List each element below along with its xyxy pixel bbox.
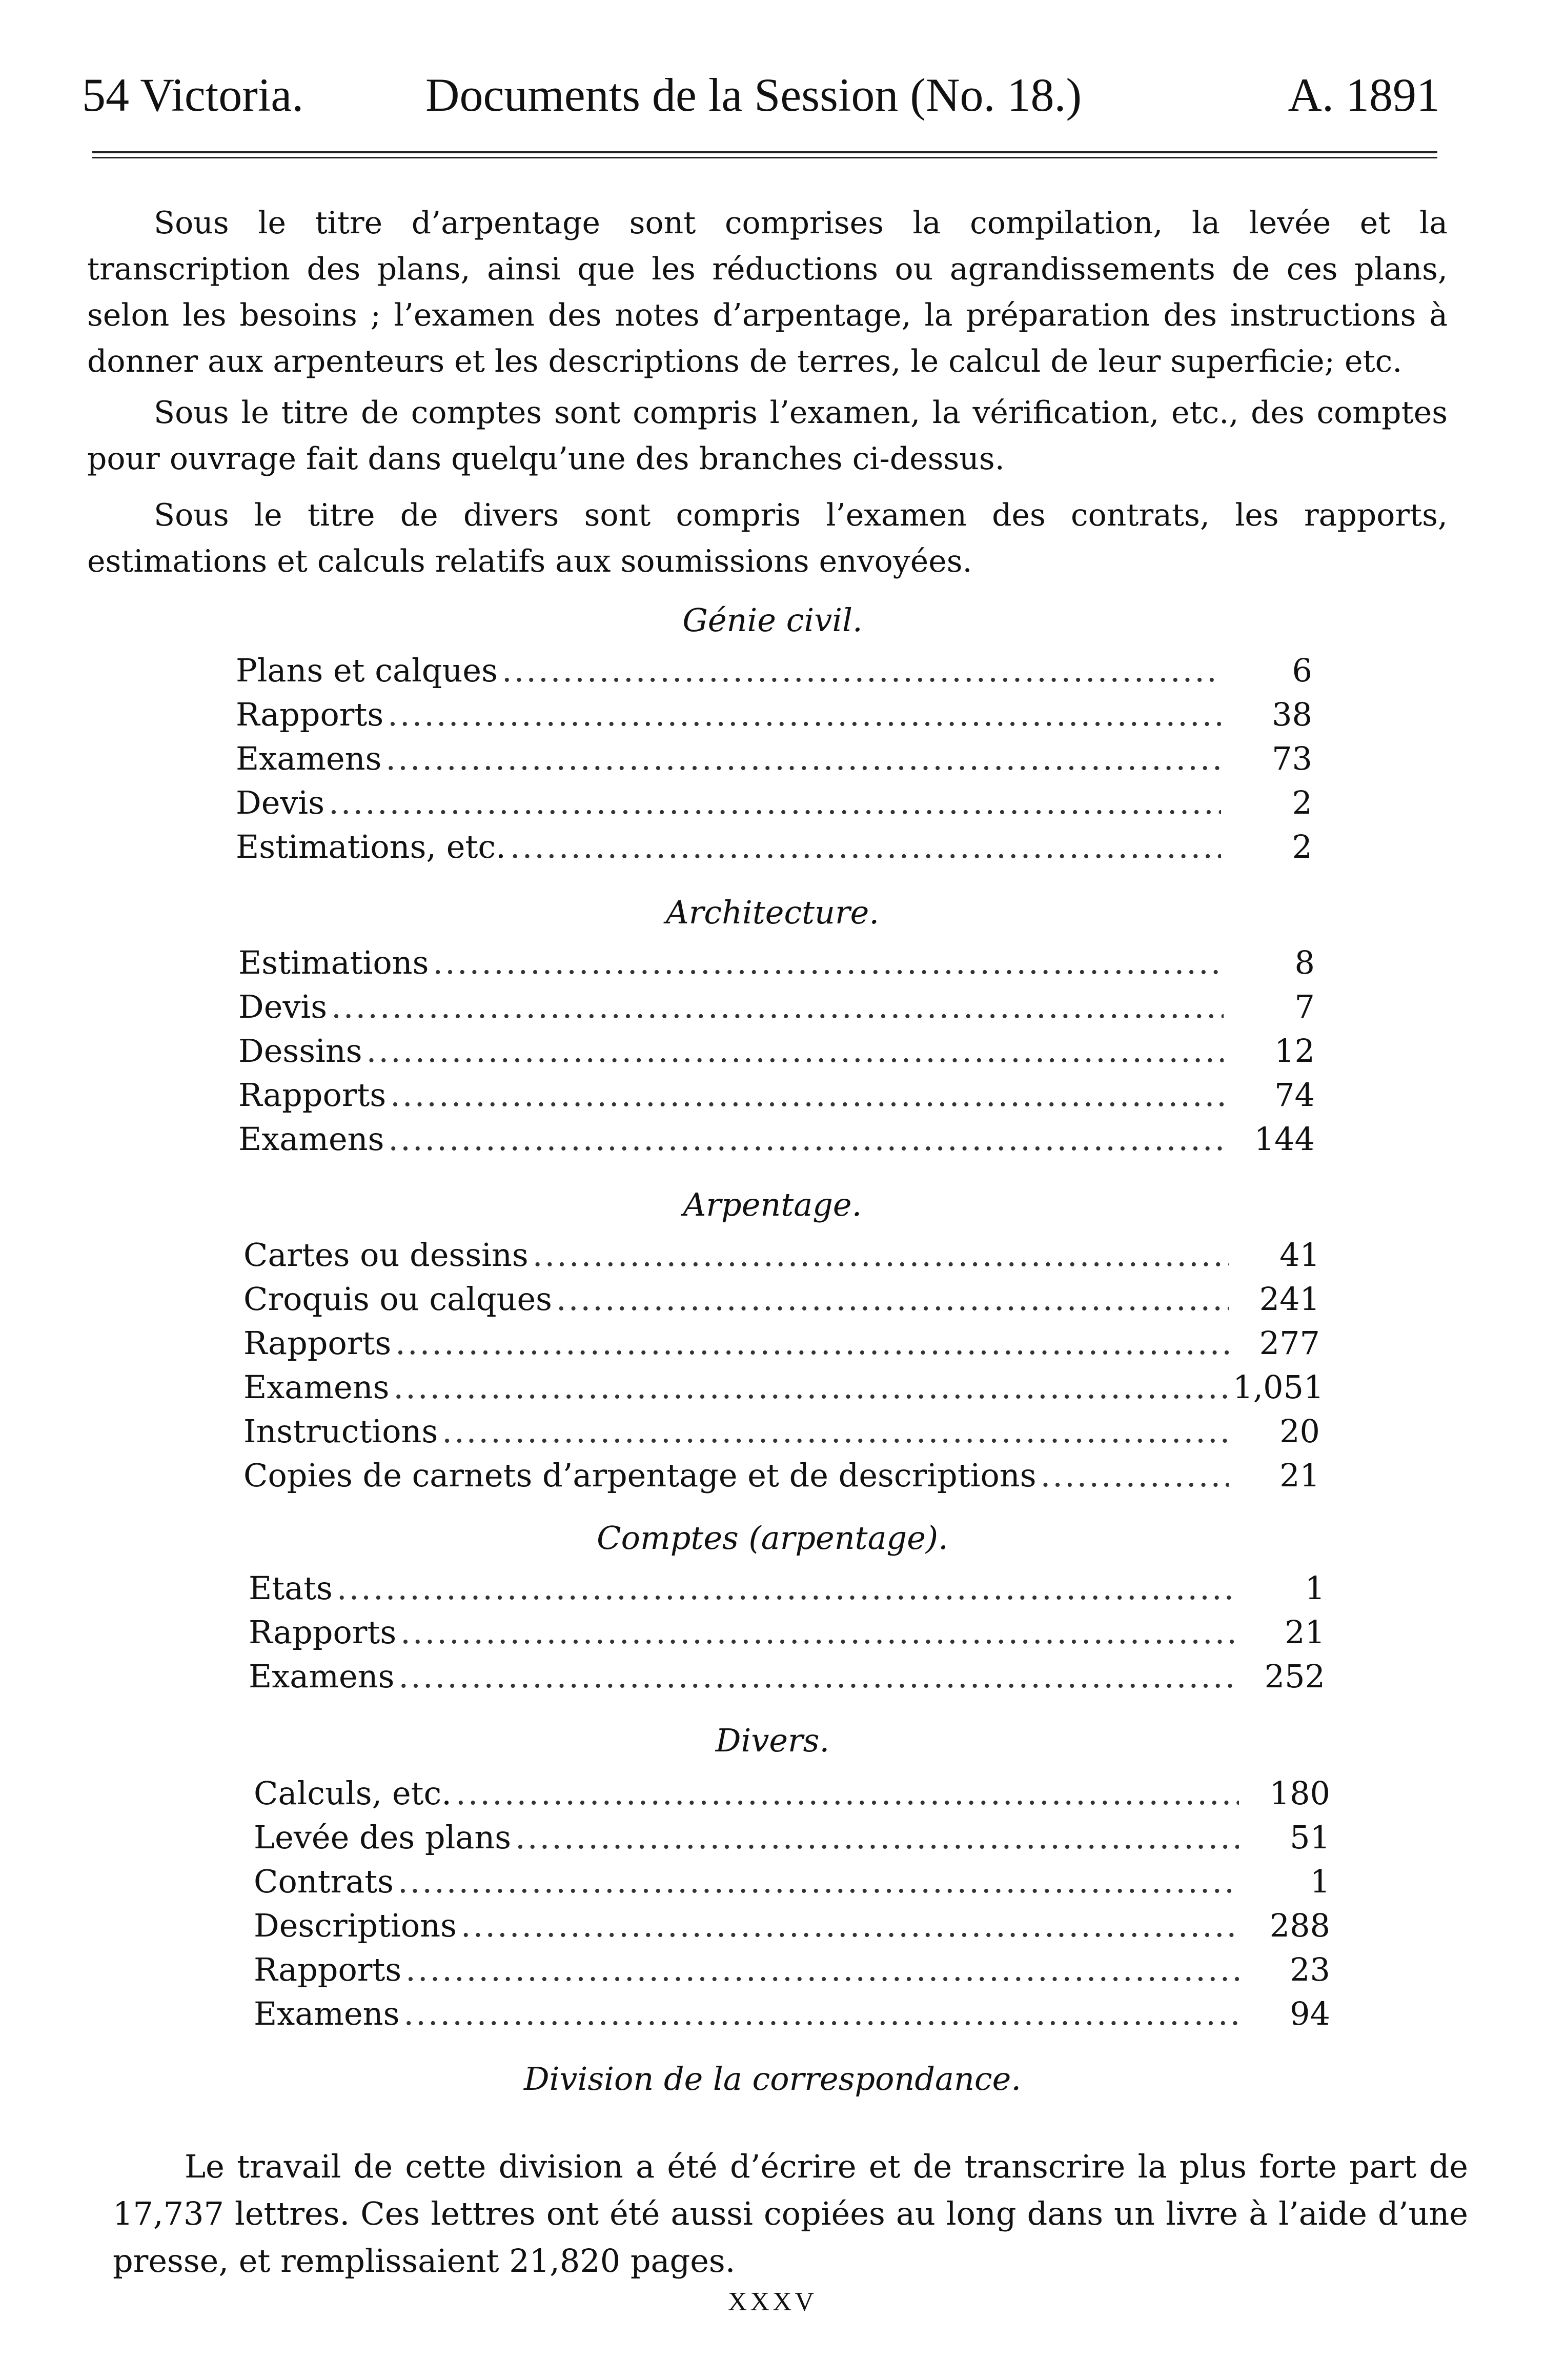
item-value: 2 [1292,784,1312,821]
item-value: 23 [1290,1951,1330,1988]
item-value: 51 [1290,1819,1330,1856]
leader-dots [398,1860,1239,1904]
leader-dots [510,825,1221,869]
item-label: Examens [238,1120,384,1158]
list-item [243,1233,1320,1277]
section-title-architecture: Architecture. [665,894,880,931]
section-title-arpentage: Arpentage. [683,1186,862,1223]
paragraph-divers: Sous le titre de divers sont compris l’examen des contrats, les rapports, estimations et calculs relatifs aux soumissions envoyées. [87,497,1448,579]
leader-dots [1041,1454,1229,1498]
leader-dots [515,1816,1239,1860]
item-value: 7 [1294,988,1315,1025]
list-item [236,737,1312,781]
item-label: Cartes ou dessins [243,1236,528,1274]
paragraph-arpentage: Sous le titre d’arpentage sont comprises la compilation, la levée et la transcription des plans, ainsi que les réductions ou agrandissements de ces plans, selon les besoins ; l’examen des notes d’arpentage, la préparation des instructions à donner aux arpenteurs et les descriptions de terres, le calcul de leur superficie; etc. [87,205,1448,379]
item-value: 21 [1285,1613,1325,1651]
item-value: 2 [1292,828,1312,865]
leader-dots [337,1566,1234,1610]
leader-dots [433,941,1224,985]
item-value: 252 [1264,1658,1325,1695]
leader-dots [329,781,1221,825]
section-title-divers: Divers. [715,1722,830,1759]
list-item [236,693,1312,737]
item-value: 73 [1272,740,1312,777]
item-value: 288 [1269,1907,1330,1944]
item-label: Dessins [238,1032,362,1070]
header-rule-double [92,157,1437,158]
leader-dots [395,1321,1229,1365]
list-architecture [238,941,1315,1161]
leader-dots [403,1992,1239,2036]
item-value: 1 [1310,1863,1330,1900]
item-label: Examens [249,1658,395,1695]
item-label: Rapports [254,1951,402,1988]
item-value: 8 [1294,944,1315,981]
list-item [243,1454,1320,1498]
item-label: Devis [238,988,328,1025]
header-rule [92,151,1437,153]
item-label: Rapports [236,696,384,733]
list-item [243,1409,1320,1454]
list-item [238,1029,1315,1073]
item-label: Copies de carnets d’arpentage et de descriptions [243,1457,1036,1494]
item-value: 180 [1269,1774,1330,1812]
item-label: Examens [236,740,382,777]
leader-dots [390,1073,1224,1117]
list-item [254,1771,1330,1816]
list-genie-civil [236,649,1312,869]
list-item [238,1117,1315,1161]
item-label: Rapports [249,1613,397,1651]
list-item [243,1365,1324,1409]
leader-dots [405,1948,1239,1992]
item-value: 1,051 [1233,1368,1324,1406]
item-label: Instructions [243,1413,438,1450]
list-arpentage [243,1233,1324,1498]
item-label: Etats [249,1569,333,1607]
item-value: 38 [1272,696,1312,733]
list-item [243,1277,1320,1321]
paragraph-comptes: Sous le titre de comptes sont compris l’examen, la vérification, etc., des comptes pour ouvrage fait dans quelqu’une des branches ci-dessus. [87,395,1448,477]
list-item [254,1860,1330,1904]
item-value: 1 [1305,1569,1325,1607]
leader-dots [400,1610,1234,1655]
section-title-genie-civil: Génie civil. [682,601,863,639]
list-item [236,825,1312,869]
item-label: Examens [243,1368,390,1406]
list-item [238,985,1315,1029]
list-item [236,781,1312,825]
list-item [254,1904,1330,1948]
item-label: Estimations [238,944,429,981]
page-number: XXXV [727,2287,818,2316]
item-value: 41 [1279,1236,1320,1274]
list-item [249,1655,1325,1699]
leader-dots [388,693,1221,737]
item-label: Devis [236,784,325,821]
list-item [254,1948,1330,1992]
leader-dots [533,1233,1229,1277]
paragraph-correspondance: Le travail de cette division a été d’écrire et de transcrire la plus forte part de 17,737 lettres. Ces lettres ont été aussi copiées au long dans un livre à l’aide d’une presse, et remplissaient 21,820 pages. [113,2148,1468,2280]
page-header [0,67,1545,123]
leader-dots [398,1655,1234,1699]
list-item [254,1992,1330,2036]
list-comptes [249,1566,1325,1699]
leader-dots [461,1904,1239,1948]
leader-dots [385,737,1221,781]
item-label: Levée des plans [254,1819,512,1856]
item-value: 74 [1274,1076,1315,1114]
header-year: A. 1891 [1288,69,1440,121]
leader-dots [331,985,1224,1029]
item-label: Descriptions [254,1907,457,1944]
leader-dots [456,1771,1239,1816]
list-item [249,1566,1325,1610]
list-item [238,1073,1315,1117]
leader-dots [502,649,1221,693]
item-label: Contrats [254,1863,394,1900]
item-value: 94 [1290,1995,1330,2032]
leader-dots [388,1117,1224,1161]
item-value: 21 [1279,1457,1320,1494]
list-item [238,941,1315,985]
section-title-correspondance: Division de la correspondance. [523,2060,1022,2097]
item-label: Plans et calques [236,652,498,689]
item-value: 241 [1259,1280,1320,1318]
item-label: Estimations, etc. [236,828,506,865]
leader-dots [442,1409,1229,1454]
leader-dots [556,1277,1229,1321]
item-label: Rapports [243,1324,392,1362]
header-title: Documents de la Session (No. 18.) [425,69,1082,121]
item-label: Rapports [238,1076,387,1114]
item-value: 277 [1259,1324,1320,1362]
section-title-comptes: Comptes (arpentage). [597,1519,948,1557]
list-item [249,1610,1325,1655]
item-label: Calculs, etc. [254,1774,452,1812]
list-item [254,1816,1330,1860]
list-divers [254,1771,1330,2036]
item-value: 12 [1274,1032,1315,1070]
item-value: 20 [1279,1413,1320,1450]
item-label: Examens [254,1995,400,2032]
list-item [236,649,1312,693]
item-value: 6 [1292,652,1312,689]
leader-dots [367,1029,1224,1073]
item-label: Croquis ou calques [243,1280,552,1318]
header-volume: 54 Victoria. [82,69,304,121]
item-value: 144 [1254,1120,1315,1158]
list-item [243,1321,1320,1365]
leader-dots [393,1365,1229,1409]
